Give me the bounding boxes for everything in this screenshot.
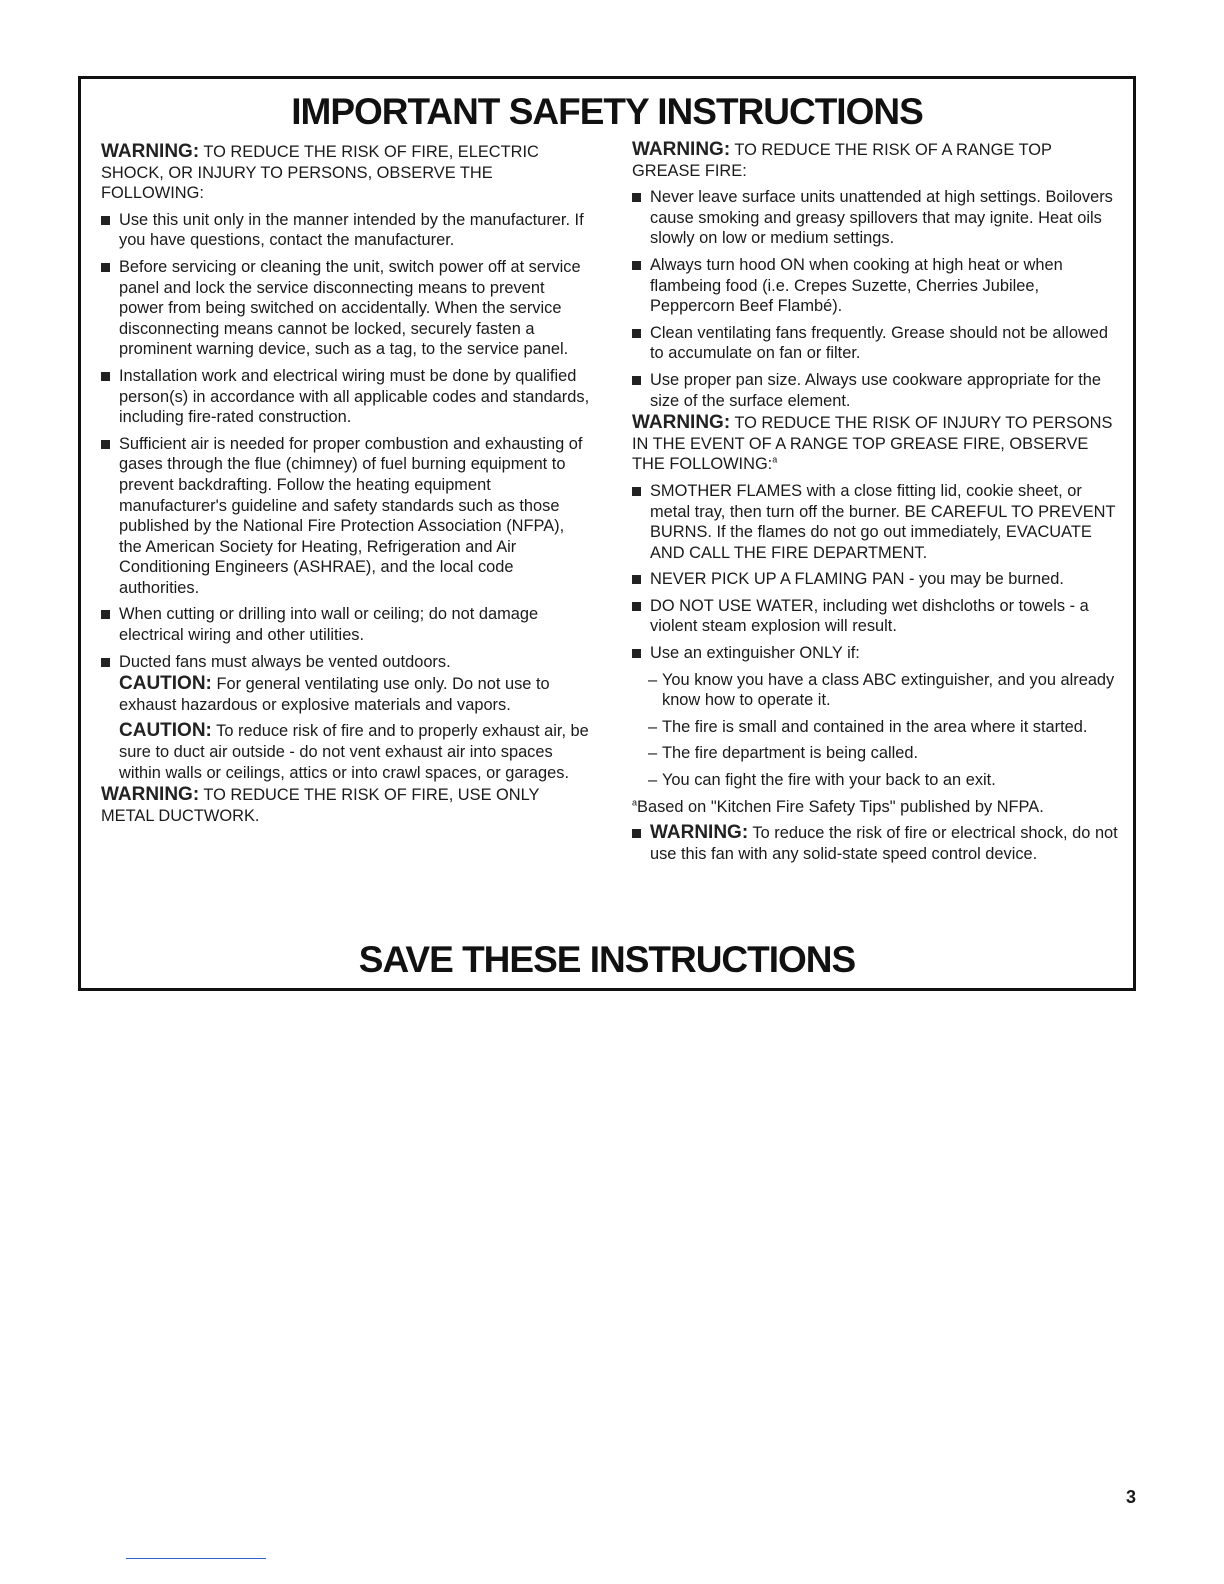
warning-label: WARNING: bbox=[101, 784, 200, 806]
warning-text: To reduce the risk of fire or electrical shock, do not use this fan with any solid-state speed control device. bbox=[650, 824, 1118, 863]
square-bullet-icon bbox=[632, 575, 641, 584]
square-bullet-icon bbox=[101, 440, 110, 449]
list-item bbox=[101, 366, 591, 428]
caution-label: CAUTION: bbox=[119, 720, 212, 742]
warning-label: WARNING: bbox=[101, 141, 200, 162]
dash-item bbox=[632, 717, 1124, 738]
list-item-text: NEVER PICK UP A FLAMING PAN - you may be burned. bbox=[650, 570, 1064, 589]
square-bullet-icon bbox=[101, 263, 110, 272]
footnote-marker: a bbox=[772, 454, 778, 465]
caution-label: CAUTION: bbox=[119, 673, 212, 695]
list-item bbox=[101, 257, 591, 360]
list-item bbox=[101, 434, 591, 599]
list-item bbox=[632, 187, 1124, 249]
dash-icon: – bbox=[648, 717, 658, 736]
dash-icon: – bbox=[648, 771, 658, 790]
square-bullet-icon bbox=[632, 376, 641, 385]
list-item-text: Before servicing or cleaning the unit, switch power off at service panel and lock the service disconnecting means to prevent power from being switched on accidentally. When the service disconnecting means cannot be locked, securely fasten a prominent warning device, such as a tag, to the service panel. bbox=[119, 257, 581, 359]
caution-ventilating bbox=[101, 674, 591, 715]
square-bullet-icon bbox=[101, 372, 110, 381]
square-bullet-icon bbox=[632, 829, 641, 838]
list-item bbox=[632, 481, 1124, 563]
warning-fire-shock bbox=[101, 142, 591, 204]
dash-item bbox=[632, 670, 1124, 711]
dash-icon: – bbox=[648, 744, 658, 763]
warning-text: TO REDUCE THE RISK OF INJURY TO PERSONS IN THE EVENT OF A RANGE TOP GREASE FIRE, OBSERVE THE FOLLOWING: bbox=[632, 414, 1113, 474]
square-bullet-icon bbox=[632, 329, 641, 338]
list-item-text: DO NOT USE WATER, including wet dishcloths or towels - a violent steam explosion will result. bbox=[650, 596, 1089, 636]
save-instructions-title: SAVE THESE INSTRUCTIONS bbox=[358, 939, 856, 980]
list-item-text: Clean ventilating fans frequently. Grease should not be allowed to accumulate on fan or filter. bbox=[650, 323, 1109, 363]
square-bullet-icon bbox=[632, 487, 641, 496]
square-bullet-icon bbox=[101, 610, 110, 619]
list-item bbox=[632, 370, 1124, 411]
list-item-text: Sufficient air is needed for proper combustion and exhausting of gases through the flue (chimney) of fuel burning equipment to prevent backdrafting. Follow the heating equipment manufacturer's guideline and safety standards such as those published by the National Fire Protection Association (NFPA), the American Society for Heating, Refrigeration and Air Conditioning Engineers (ASHRAE), and the local code authorities. bbox=[119, 434, 583, 597]
right-column bbox=[632, 140, 1124, 870]
square-bullet-icon bbox=[632, 193, 641, 202]
warning-text: TO REDUCE THE RISK OF FIRE, ELECTRIC SHOCK, OR INJURY TO PERSONS, OBSERVE THE FOLLOWING: bbox=[101, 143, 539, 203]
warning-text: TO REDUCE THE RISK OF FIRE, USE ONLY METAL DUCTWORK. bbox=[101, 786, 540, 825]
dash-item-text: The fire department is being called. bbox=[662, 744, 919, 763]
list-item bbox=[632, 255, 1124, 317]
page-title: IMPORTANT SAFETY INSTRUCTIONS bbox=[291, 91, 923, 132]
list-item-text: Ducted fans must always be vented outdoors. bbox=[119, 652, 451, 671]
dash-item bbox=[632, 770, 1124, 791]
dash-item bbox=[632, 743, 1124, 764]
list-item bbox=[632, 643, 1124, 664]
list-item-text: When cutting or drilling into wall or ceiling; do not damage electrical wiring and other utilities. bbox=[119, 605, 539, 645]
square-bullet-icon bbox=[632, 602, 641, 611]
caution-text: To reduce risk of fire and to properly exhaust air, be sure to duct air outside - do not vent exhaust air into spaces within walls or ceilings, attics or into crawl spaces, or garages. bbox=[119, 722, 589, 782]
list-item-text: Use this unit only in the manner intended by the manufacturer. If you have questions, contact the manufacturer. bbox=[119, 210, 584, 250]
square-bullet-icon bbox=[101, 658, 110, 667]
safety-box bbox=[78, 76, 1136, 991]
warning-label: WARNING: bbox=[632, 412, 731, 434]
footer-rule bbox=[126, 1558, 266, 1559]
list-item bbox=[101, 604, 591, 645]
list-item-text: Never leave surface units unattended at high settings. Boilovers cause smoking and greasy spillovers that may ignite. Heat oils slowly on low or medium settings. bbox=[650, 188, 1113, 248]
footnote bbox=[632, 797, 1124, 818]
list-item bbox=[101, 652, 591, 673]
list-item bbox=[632, 596, 1124, 637]
warning-injury-grease-fire bbox=[632, 413, 1124, 475]
warning-label: WARNING: bbox=[650, 822, 749, 844]
list-item bbox=[101, 210, 591, 251]
list-item-text: Use an extinguisher ONLY if: bbox=[650, 644, 860, 663]
dash-item-text: You can fight the fire with your back to an exit. bbox=[662, 771, 996, 790]
square-bullet-icon bbox=[632, 649, 641, 658]
left-column bbox=[101, 142, 591, 832]
list-item-text: SMOTHER FLAMES with a close fitting lid, cookie sheet, or metal tray, then turn off the burner. BE CAREFUL TO PREVENT BURNS. If the flames do not go out immediately, EVACUATE AND CALL THE FIRE DEPARTMENT. bbox=[650, 481, 1116, 562]
list-item bbox=[632, 569, 1124, 590]
square-bullet-icon bbox=[101, 216, 110, 225]
list-item-text: Always turn hood ON when cooking at high heat or when flambeing food (i.e. Crepes Suzette, Cherries Jubilee, Peppercorn Beef Flambé). bbox=[650, 255, 1063, 316]
list-item bbox=[632, 323, 1124, 364]
dash-item-text: The fire is small and contained in the area where it started. bbox=[662, 717, 1088, 736]
footnote-marker: a bbox=[632, 797, 638, 808]
dash-icon: – bbox=[648, 670, 658, 689]
list-item-text: Installation work and electrical wiring must be done by qualified person(s) in accordance with all applicable codes and standards, including fire-rated construction. bbox=[119, 366, 590, 427]
footnote-text: Based on "Kitchen Fire Safety Tips" published by NFPA. bbox=[637, 797, 1044, 816]
list-item bbox=[632, 823, 1124, 864]
warning-grease-fire bbox=[632, 140, 1124, 181]
caution-text: For general ventilating use only. Do not use to exhaust hazardous or explosive materials and vapors. bbox=[119, 675, 550, 714]
square-bullet-icon bbox=[632, 261, 641, 270]
warning-metal-ductwork bbox=[101, 785, 591, 826]
caution-duct-outside bbox=[101, 721, 591, 783]
dash-item-text: You know you have a class ABC extinguisher, and you already know how to operate it. bbox=[662, 670, 1115, 710]
warning-label: WARNING: bbox=[632, 139, 731, 160]
list-item-text: Use proper pan size. Always use cookware appropriate for the size of the surface element. bbox=[650, 370, 1101, 410]
page-number: 3 bbox=[1126, 1487, 1137, 1507]
warning-text: TO REDUCE THE RISK OF A RANGE TOP GREASE FIRE: bbox=[632, 141, 1052, 180]
